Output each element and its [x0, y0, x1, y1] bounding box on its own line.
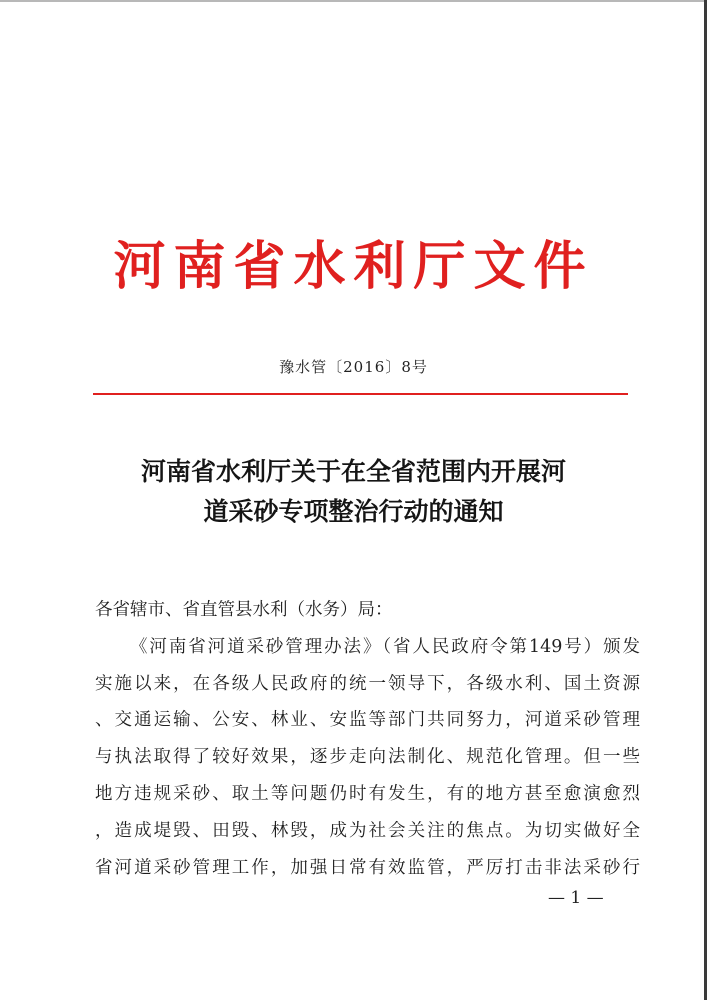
title-line-1: 河南省水利厅关于在全省范围内开展河 [140, 457, 566, 486]
body-line-2: 实施以来，在各级人民政府的统一领导下，各级水利、国土资源 [95, 673, 640, 694]
body-line-5: 地方违规采砂、取土等问题仍时有发生，有的地方甚至愈演愈烈 [95, 783, 640, 804]
body-line-7: 省河道采砂管理工作，加强日常有效监管，严厉打击非法采砂行 [95, 857, 640, 878]
body-line-1: 《河南省河道采砂管理办法》（省人民政府令第149号）颁发 [130, 636, 640, 657]
scan-edge-top [0, 0, 707, 2]
body-line-6: ，造成堤毁、田毁、林毁，成为社会关注的焦点。为切实做好全 [95, 820, 640, 841]
body-line-3: 、交通运输、公安、林业、安监等部门共同努力，河道采砂管理 [95, 710, 640, 731]
salutation: 各省辖市、省直管县水利（水务）局： [95, 600, 393, 620]
red-divider-line [93, 393, 628, 395]
document-title [60, 452, 647, 532]
document-masthead: 河南省水利厅文件 [113, 236, 594, 297]
document-number: 豫水管〔2016〕8号 [279, 358, 428, 376]
body-line-4: 与执法取得了较好效果，逐步走向法制化、规范化管理。但一些 [95, 747, 640, 768]
page-number: — 1 — [548, 888, 604, 908]
title-line-2: 道采砂专项整治行动的通知 [203, 497, 504, 526]
document-body [95, 592, 640, 886]
